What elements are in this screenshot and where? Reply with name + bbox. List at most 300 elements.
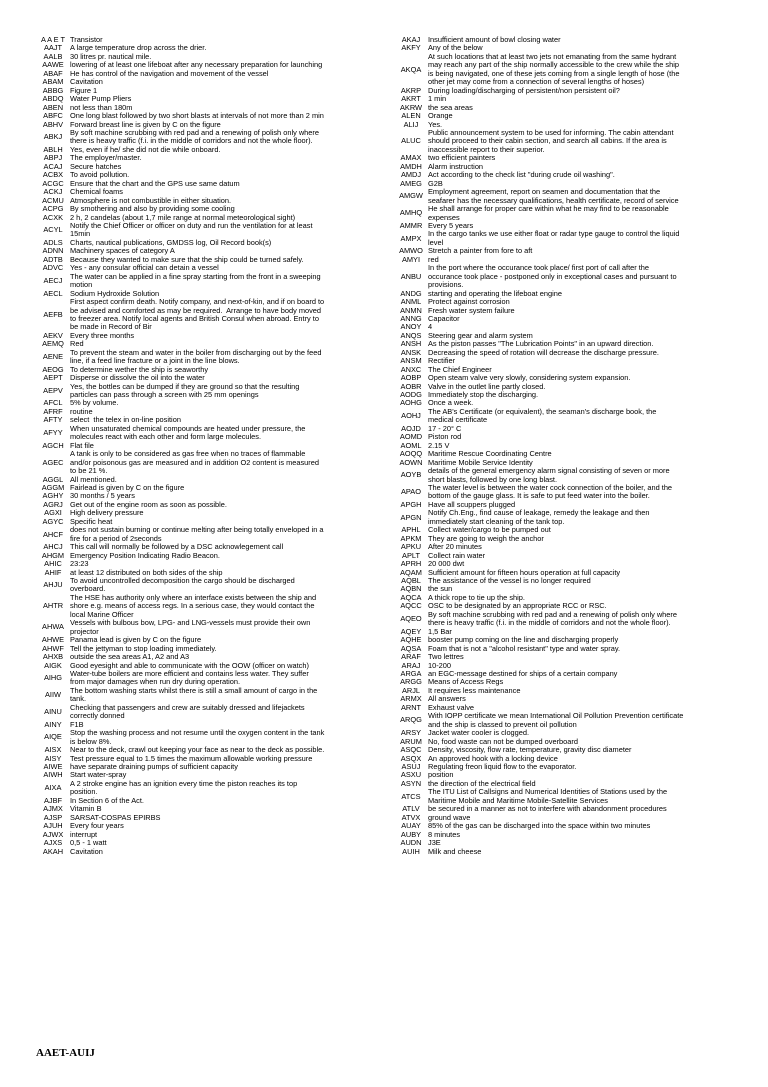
answer-text: two efficient painters xyxy=(428,153,496,163)
question-code: APLT xyxy=(402,550,420,560)
question-code: APAO xyxy=(401,487,421,497)
question-code: ALEN xyxy=(401,111,421,121)
answer-text: Density, viscosity, flow rate, temperature, gravity disc diameter xyxy=(428,745,632,755)
question-code: ANML xyxy=(400,297,422,307)
question-code: ADNN xyxy=(42,246,64,256)
qa-entry xyxy=(394,188,746,205)
answer-text: Open steam valve very slowly, considering system expansion. xyxy=(428,373,631,383)
question-code: AQAM xyxy=(400,567,422,577)
question-code: AMEG xyxy=(400,178,422,188)
question-code: AMHQ xyxy=(399,208,423,218)
answer-text: By soft machine scrubbing with red pad and a renewing of polish only where there is heavy traffic (f.i. in the middle of corridors and not the whole floor). xyxy=(70,127,319,146)
question-code: ABHV xyxy=(42,119,64,129)
answer-text: 30 litres pr. nautical mile. xyxy=(70,51,152,61)
qa-entry xyxy=(394,264,746,289)
answer-text: starting and operating the lifeboat engine xyxy=(428,288,562,298)
answer-text: All mentioned. xyxy=(70,474,117,484)
answer-text: routine xyxy=(70,406,93,416)
question-code: AIGK xyxy=(44,660,62,670)
qa-entry xyxy=(394,315,746,323)
question-code: APKU xyxy=(400,542,422,552)
answer-text: booster pump coming on the line and discharging properly xyxy=(428,635,619,645)
answer-text: Every three months xyxy=(70,330,135,340)
answer-text: Sodium Hydroxide Solution xyxy=(70,288,160,298)
question-code: ABPJ xyxy=(43,153,63,163)
answer-text: Decreasing the speed of rotation will decrease the discharge pressure. xyxy=(428,347,659,357)
answer-text: To avoid uncontrolled decomposition the cargo should be discharged overboard. xyxy=(70,576,295,594)
question-code: AISY xyxy=(44,753,62,763)
question-code: AQBN xyxy=(400,584,422,594)
question-code: AQHE xyxy=(400,635,422,645)
question-code: APKM xyxy=(400,533,422,543)
qa-entry xyxy=(36,670,394,687)
question-code: AQCA xyxy=(400,592,422,602)
question-code: AISX xyxy=(44,745,62,755)
question-code: ASQX xyxy=(400,753,422,763)
question-code: AQSA xyxy=(400,643,422,653)
qa-entry xyxy=(394,848,746,856)
question-code: AHXB xyxy=(42,652,64,662)
question-code: AEPV xyxy=(43,385,63,395)
question-code: ARAF xyxy=(401,652,421,662)
answer-text: Stop the washing process and not resume until the oxygen content in the tank is below 8%. xyxy=(70,728,325,746)
answer-text: OSC to be designated by an appropriate RCC or RSC. xyxy=(428,601,607,611)
answer-text: have separate draining pumps of sufficient capacity xyxy=(70,761,238,771)
question-code: AMPX xyxy=(400,233,422,243)
question-code: AIQE xyxy=(44,732,62,742)
qa-entry xyxy=(36,552,394,560)
answer-text: position xyxy=(428,770,454,780)
question-code: AOJD xyxy=(401,423,421,433)
question-code: ABKJ xyxy=(43,132,63,142)
answer-text: Orange xyxy=(428,111,453,121)
answer-text: Public announcement system to be used for informing. The cabin attendant should proceed to their cabin section, and search all cabins. If the area is inaccessible report to their superior. xyxy=(428,127,674,154)
qa-entry xyxy=(36,298,394,332)
question-code: ADTB xyxy=(43,254,63,264)
answer-text: red xyxy=(428,254,439,264)
qa-entry xyxy=(36,450,394,475)
answer-text: Red xyxy=(70,339,84,349)
qa-entry xyxy=(394,467,746,484)
left-column xyxy=(36,36,394,856)
question-code: AJBF xyxy=(43,795,63,805)
answer-text: Notify Ch.Eng., find cause of leakage, remedy the leakage and then immediately start cleaning of the tank top. xyxy=(428,508,650,526)
question-code: ABAM xyxy=(42,77,64,87)
question-code: AIWH xyxy=(43,770,63,780)
question-code: AJSP xyxy=(43,812,63,822)
answer-text: The HSE has authority only where an interface exists between the ship and shore e.g. means of access regs. In a serious case, they would contact the local Marine Officer xyxy=(70,592,317,619)
answer-text: When unsaturated chemical compounds are heated under pressure, the molecules react with each other and form large molecules. xyxy=(70,423,306,442)
answer-text: 17 - 20° C xyxy=(428,423,462,433)
answer-text: Flat file xyxy=(70,440,94,450)
qa-entry xyxy=(36,687,394,704)
question-code: AKAJ xyxy=(401,35,421,44)
answer-text: With IOPP certificate we mean International Oil Pollution Prevention certificate and the ship is classed to prevent oil pollution xyxy=(428,711,684,729)
answer-text: ground wave xyxy=(428,812,471,822)
question-code: AGGL xyxy=(42,474,64,484)
question-code: AFCL xyxy=(43,398,63,408)
question-code: AHWE xyxy=(41,635,65,645)
question-code: AKRT xyxy=(401,94,421,104)
qa-entry xyxy=(394,831,746,839)
question-code: AECL xyxy=(43,288,63,298)
answer-text: Cavitation xyxy=(70,77,103,87)
question-code: ANSK xyxy=(400,347,422,357)
answer-text: the sea areas xyxy=(428,102,473,112)
question-code: AOHG xyxy=(400,398,422,408)
answer-text: 2.15 V xyxy=(428,440,450,450)
question-code: ASUJ xyxy=(401,761,421,771)
question-code: AOQQ xyxy=(399,449,423,459)
qa-entry xyxy=(36,577,394,594)
right-column xyxy=(394,36,746,856)
answer-text: Alarm instruction xyxy=(428,161,484,171)
question-code: APRH xyxy=(400,559,422,569)
answer-text: Disperse or dissolve the oil into the water xyxy=(70,373,205,383)
question-code: AFTY xyxy=(43,415,63,425)
question-code: ANXC xyxy=(400,364,422,374)
answer-text: Employment agreement, report on seamen and documentation that the seafarer has the necessary qualifications, health certificate, record of service xyxy=(428,187,679,205)
question-code: ABAF xyxy=(43,68,63,78)
answer-text: Rectifier xyxy=(428,356,456,366)
answer-text: Jacket water cooler is clogged. xyxy=(428,728,530,738)
question-code: ANDG xyxy=(400,288,422,298)
question-code: AIWE xyxy=(43,761,63,771)
answer-text: Insufficient amount of bowl closing water xyxy=(428,35,561,44)
answer-text: select the telex in on-line position xyxy=(70,415,181,425)
answer-text: Good eyesight and able to communicate with the OOW (officer on watch) xyxy=(70,660,309,670)
answer-text: The assistance of the vessel is no longer required xyxy=(428,576,591,585)
question-code: ARJL xyxy=(401,685,421,695)
qa-entry xyxy=(394,230,746,247)
qa-entry xyxy=(36,619,394,636)
answer-text: High delivery pressure xyxy=(70,508,144,518)
question-code: AHWF xyxy=(42,643,64,653)
answer-text: The Chief Engineer xyxy=(428,364,492,374)
question-code: AMYI xyxy=(401,254,421,264)
answer-text: A large temperature drop across the drier. xyxy=(70,43,207,53)
question-code: AHGM xyxy=(41,550,65,560)
question-code: AOBP xyxy=(400,373,422,383)
answer-text: To avoid pollution. xyxy=(70,170,130,180)
question-code: ANBU xyxy=(400,271,422,281)
answer-text: Immediately stop the discharging. xyxy=(428,390,539,400)
answer-text: Valve in the outlet line partly closed. xyxy=(428,381,546,391)
answer-text: at least 12 distributed on both sides of the ship xyxy=(70,567,223,577)
answer-text: Fairlead is given by C on the figure xyxy=(70,483,185,493)
answer-text: 8 minutes xyxy=(428,829,461,839)
question-code: AGCH xyxy=(42,440,64,450)
qa-entry xyxy=(36,383,394,400)
answer-text: Get out of the engine room as soon as possible. xyxy=(70,499,227,509)
answer-text: Maritime Mobile Service Identity xyxy=(428,457,533,467)
question-code: ARQG xyxy=(400,715,422,725)
answer-text: details of the general emergency alarm signal consisting of seven or more short blasts, followed by one long blast. xyxy=(428,466,670,484)
question-code: ADVC xyxy=(42,263,64,273)
question-code: ARNT xyxy=(400,702,422,712)
question-code: AKRP xyxy=(400,85,422,95)
question-code: APGH xyxy=(400,499,422,509)
answer-text: They are going to weigh the anchor xyxy=(428,533,544,543)
answer-text: It requires less maintenance xyxy=(428,685,521,695)
answer-text: First aspect confirm death. Notify company, and next-of-kin, and if on board to be advised and comforted as may be required. Arrange to have body moved to freezer area. Notify local agents and British Consul when abroad. Entry to be made in Record of Bir xyxy=(70,297,325,332)
question-code: AINU xyxy=(44,707,62,717)
answer-text: As the piston passes "The Lubrication Points" in an upward direction. xyxy=(428,339,654,349)
question-code: ASYN xyxy=(400,778,422,788)
question-code: APGN xyxy=(400,512,422,522)
answer-text: Chemical foams xyxy=(70,187,123,197)
question-code: AKFY xyxy=(401,43,421,53)
question-code: AODG xyxy=(400,390,422,400)
qa-entry xyxy=(394,408,746,425)
question-code: AMMR xyxy=(399,220,423,230)
qa-entry xyxy=(394,712,746,729)
answer-text: He has control of the navigation and movement of the vessel xyxy=(70,68,269,78)
answer-text: Collect rain water xyxy=(428,550,486,560)
answer-text: Yes. xyxy=(428,119,443,129)
question-code: AUBY xyxy=(400,829,422,839)
answer-text: A 2 stroke engine has an ignition every time the piston reaches its top position. xyxy=(70,778,298,797)
qa-entry xyxy=(36,780,394,797)
answer-text: Yes, even if he/ she did not die while onboard. xyxy=(70,144,221,154)
question-code: AGEC xyxy=(42,457,64,467)
question-code: ACGC xyxy=(42,178,64,188)
qa-entry xyxy=(394,611,746,628)
answer-text: Regulating freon liquid flow to the evaporator. xyxy=(428,761,577,771)
question-code: AAWE xyxy=(42,60,64,70)
question-code: ASQC xyxy=(400,745,422,755)
question-code: AMDJ xyxy=(400,170,422,180)
answer-text: Tell the jettyman to stop loading immediately. xyxy=(70,643,217,653)
answer-text: 2 h, 2 candelas (about 1,7 mile range at normal meteorological sight) xyxy=(70,212,296,222)
answer-text: The ITU List of Callsigns and Numerical Identities of Stations used by the Maritime Mobile and Maritime Mobile-Satellite Services xyxy=(428,787,668,805)
question-code: ATLV xyxy=(402,804,420,814)
qa-entry xyxy=(36,222,394,239)
question-code: ABDQ xyxy=(42,94,64,104)
question-code: ALIJ xyxy=(403,119,419,129)
answer-text: A thick rope to tie up the ship. xyxy=(428,592,525,602)
question-code: ACAJ xyxy=(43,161,63,171)
answer-text: Because they wanted to make sure that the ship could be turned safely. xyxy=(70,254,304,264)
answer-text: not less than 180m xyxy=(70,102,133,112)
question-code: AMAX xyxy=(400,153,422,163)
answer-text: The water level is between the water cock connection of the boiler, and the bottom of the gauge glass. It is safe to put feed water into the boiler. xyxy=(428,483,673,501)
answer-text: Every four years xyxy=(70,821,124,831)
answer-text: Cavitation xyxy=(70,846,103,856)
answer-text: In the cargo tanks we use either float or radar type gauge to control the liquid level xyxy=(428,229,680,247)
answer-text: Sufficient amount for fifteen hours operation at full capacity xyxy=(428,567,621,577)
question-code: AFRF xyxy=(43,406,63,416)
question-code: ABBG xyxy=(42,85,64,95)
answer-text: the direction of the electrical field xyxy=(428,778,536,788)
answer-text: By smothering and also by providing some cooling xyxy=(70,204,235,214)
question-code: ATVX xyxy=(401,812,421,822)
qa-entry xyxy=(36,848,394,856)
question-code: AQEY xyxy=(400,626,422,636)
answer-text: an EGC-message destined for ships of a certain company xyxy=(428,668,618,678)
question-code: AHCJ xyxy=(43,542,63,552)
answer-text: Act according to the check list "during crude oil washing". xyxy=(428,170,615,180)
answer-text: 5% by volume. xyxy=(70,398,119,408)
question-code: ANOY xyxy=(400,322,422,332)
answer-text: Any of the below xyxy=(428,43,483,53)
qa-entry xyxy=(394,87,746,95)
question-code: AUIH xyxy=(402,846,420,856)
answer-text: Every 5 years xyxy=(428,220,474,230)
question-code: AGRJ xyxy=(43,499,63,509)
question-code: AGGM xyxy=(41,483,65,493)
qa-entry xyxy=(394,171,746,179)
answer-text: J3E xyxy=(428,838,441,848)
question-code: AEPT xyxy=(43,373,63,383)
question-code: ARGA xyxy=(400,668,422,678)
question-code: ABEN xyxy=(42,102,64,112)
qa-entry xyxy=(36,332,394,340)
qa-entry xyxy=(394,509,746,526)
question-code: ABLH xyxy=(43,144,63,154)
answer-text: By soft machine scrubbing with red pad and a renewing of polish only where there is heavy traffic (f.i. in the middle of corridors and not the whole floor). xyxy=(428,609,677,628)
answer-text: Two lettres xyxy=(428,652,464,662)
question-code: AAJT xyxy=(43,43,63,53)
qa-entry xyxy=(394,205,746,222)
question-code: AIHG xyxy=(43,673,63,683)
answer-text: Have all scuppers plugged xyxy=(428,499,516,509)
answer-text: F1B xyxy=(70,719,84,729)
answer-text: Emergency Position Indicating Radio Beacon. xyxy=(70,550,220,560)
answer-text: Milk and cheese xyxy=(428,846,482,856)
answer-text: Water Pump Pliers xyxy=(70,94,132,104)
qa-entry xyxy=(394,788,746,805)
question-code: AJMX xyxy=(43,804,63,814)
question-code: AMDH xyxy=(400,161,422,171)
question-code: ANNG xyxy=(400,313,422,323)
answer-text: Protect against corrosion xyxy=(428,297,510,307)
answer-text: To determine wether the ship is seaworthy xyxy=(70,364,209,374)
question-code: ANMN xyxy=(400,305,422,315)
question-code: AENE xyxy=(42,351,64,361)
answer-text: A tank is only to be considered as gas free when no traces of flammable and/or poisonous gas are measured and in addition O2 content is measured to be 21 %. xyxy=(70,449,319,476)
question-code: AOMD xyxy=(399,432,423,442)
answer-text: An approved hook with a locking device xyxy=(428,753,558,763)
answer-text: At such locations that at least two jets not emanating from the same hydrant may reach any part of the ship normally accessible to the crew while the ship is being navigated, one of these jets coming from a single length of hose (the other jet may come from a connection of several lengths of hoses) xyxy=(428,51,680,87)
answer-text: In the port where the occurance took place/ first port of call after the occurance took place - postponed only in exceptional cases and pursuant to provisions. xyxy=(428,263,677,290)
qa-entry xyxy=(394,247,746,255)
qa-entry xyxy=(36,349,394,366)
question-code: AIIW xyxy=(44,690,61,700)
question-code: AEOG xyxy=(42,364,64,374)
question-code: AUDN xyxy=(400,838,422,848)
question-code: AKAH xyxy=(42,846,64,856)
answer-text: Checking that passengers and crew are suitably dressed and lifejackets correctly donned xyxy=(70,702,305,721)
answer-text: 4 xyxy=(428,322,433,332)
page-footer: AAET-AUIJ xyxy=(36,1047,95,1059)
answer-text: Ensure that the chart and the GPS use same datum xyxy=(70,178,240,188)
question-code: ARMX xyxy=(400,694,422,704)
question-code: AOHJ xyxy=(401,411,421,421)
answer-text: interrupt xyxy=(70,829,98,839)
answer-text: Yes, the bottles can be dumped if they are ground so that the resulting particles can pass through a screen with 25 mm openings xyxy=(70,381,300,400)
answer-text: 30 months / 5 years xyxy=(70,491,135,501)
answer-text: Maritime Rescue Coordinating Centre xyxy=(428,449,552,459)
answer-text: lowering of at least one lifeboat after any necessary preparation for launching xyxy=(70,60,323,70)
answer-text: The AB's Certificate (or equivalent), the seaman's discharge book, the medical certificate xyxy=(428,406,657,425)
answer-text: Capacitor xyxy=(428,313,460,323)
qa-entry xyxy=(36,594,394,619)
question-code: ACXK xyxy=(42,212,64,222)
question-code: AJXS xyxy=(43,838,63,848)
answer-text: Start water-spray xyxy=(70,770,127,780)
answer-text: does not sustain burning or continue melting after being totally enveloped in a fire for a period of 2seconds xyxy=(70,525,324,543)
qa-entry xyxy=(36,273,394,290)
question-code: ARSY xyxy=(400,728,422,738)
answer-text: Charts, nautical publications, GMDSS log, Oil Record book(s) xyxy=(70,237,272,247)
answer-text: be secured in a manner as not to interfere with abandonment procedures xyxy=(428,804,667,814)
answer-text: 20 000 dwt xyxy=(428,559,465,569)
answer-text: 0,5 - 1 watt xyxy=(70,838,107,848)
answer-text: Test pressure equal to 1.5 times the maximum allowable working pressure xyxy=(70,753,313,763)
question-code: AEKV xyxy=(43,330,63,340)
answer-text: The water can be applied in a fine spray starting from the front in a sweeping motion xyxy=(70,271,321,290)
answer-text: He shall arrange for proper care within what he may find to be reasonable expenses xyxy=(428,204,669,222)
answer-text: Vessels with bulbous bow, LPG- and LNG-vessels must provide their own projector xyxy=(70,618,311,636)
answer-text: Figure 1 xyxy=(70,85,98,95)
question-code: AHIF xyxy=(44,567,62,577)
question-code: AKQA xyxy=(400,64,422,74)
answer-text: Panama lead is given by C on the figure xyxy=(70,635,202,645)
answer-text: After 20 minutes xyxy=(428,542,482,552)
question-code: ACKJ xyxy=(43,187,63,197)
question-code: APHL xyxy=(401,525,421,535)
answer-text: The employer/master. xyxy=(70,153,142,163)
question-code: AOYB xyxy=(400,470,422,480)
question-code: ADLS xyxy=(43,237,63,247)
answer-text: 85% of the gas can be discharged into the space within two minutes xyxy=(428,821,651,831)
answer-text: The bottom washing starts whilst there is still a small amount of cargo in the tank. xyxy=(70,685,318,704)
answer-text: One long blast followed by two short blasts at intervals of not more than 2 min xyxy=(70,111,324,121)
answer-text: Exhaust valve xyxy=(428,702,475,712)
question-code: AHCF xyxy=(42,529,64,539)
answer-text: All answers xyxy=(428,694,466,704)
answer-text: During loading/discharging of persistent/non persistent oil? xyxy=(428,85,620,95)
answer-text: To prevent the steam and water in the boiler from discharging out by the feed line, if a feed line fracture or a joint in the line blows. xyxy=(70,347,322,366)
qa-entry xyxy=(36,526,394,543)
question-code: ACMU xyxy=(42,195,64,205)
answer-text: Yes - any consular official can detain a vessel xyxy=(70,263,219,273)
qa-entry xyxy=(36,729,394,746)
qa-entry xyxy=(36,704,394,721)
question-code: AHJU xyxy=(43,580,63,590)
answer-text: Once a week. xyxy=(428,398,474,408)
question-code: AEFB xyxy=(43,309,63,319)
question-code: AEMQ xyxy=(42,339,64,349)
answer-text: Notify the Chief Officer or officer on duty and run the ventilation for at least 15min xyxy=(70,220,313,239)
question-code: ARGG xyxy=(400,677,422,687)
question-code: AJWX xyxy=(42,829,64,839)
answer-text: 1,5 Bar xyxy=(428,626,452,636)
answer-text: SARSAT-COSPAS EPIRBS xyxy=(70,812,161,822)
question-code: ABFC xyxy=(43,111,63,121)
question-code: AFYY xyxy=(43,428,63,438)
question-code: AUAY xyxy=(401,821,421,831)
question-code: AQCC xyxy=(400,601,422,611)
question-code: AMWO xyxy=(399,246,423,256)
qa-entry xyxy=(36,425,394,442)
answer-text: Near to the deck, crawl out keeping your face as near to the deck as possible. xyxy=(70,745,325,755)
qa-entry xyxy=(394,484,746,501)
question-code: ACPG xyxy=(42,204,64,214)
answer-text: Secure hatches xyxy=(70,161,122,171)
question-code: A A E T xyxy=(40,35,66,44)
